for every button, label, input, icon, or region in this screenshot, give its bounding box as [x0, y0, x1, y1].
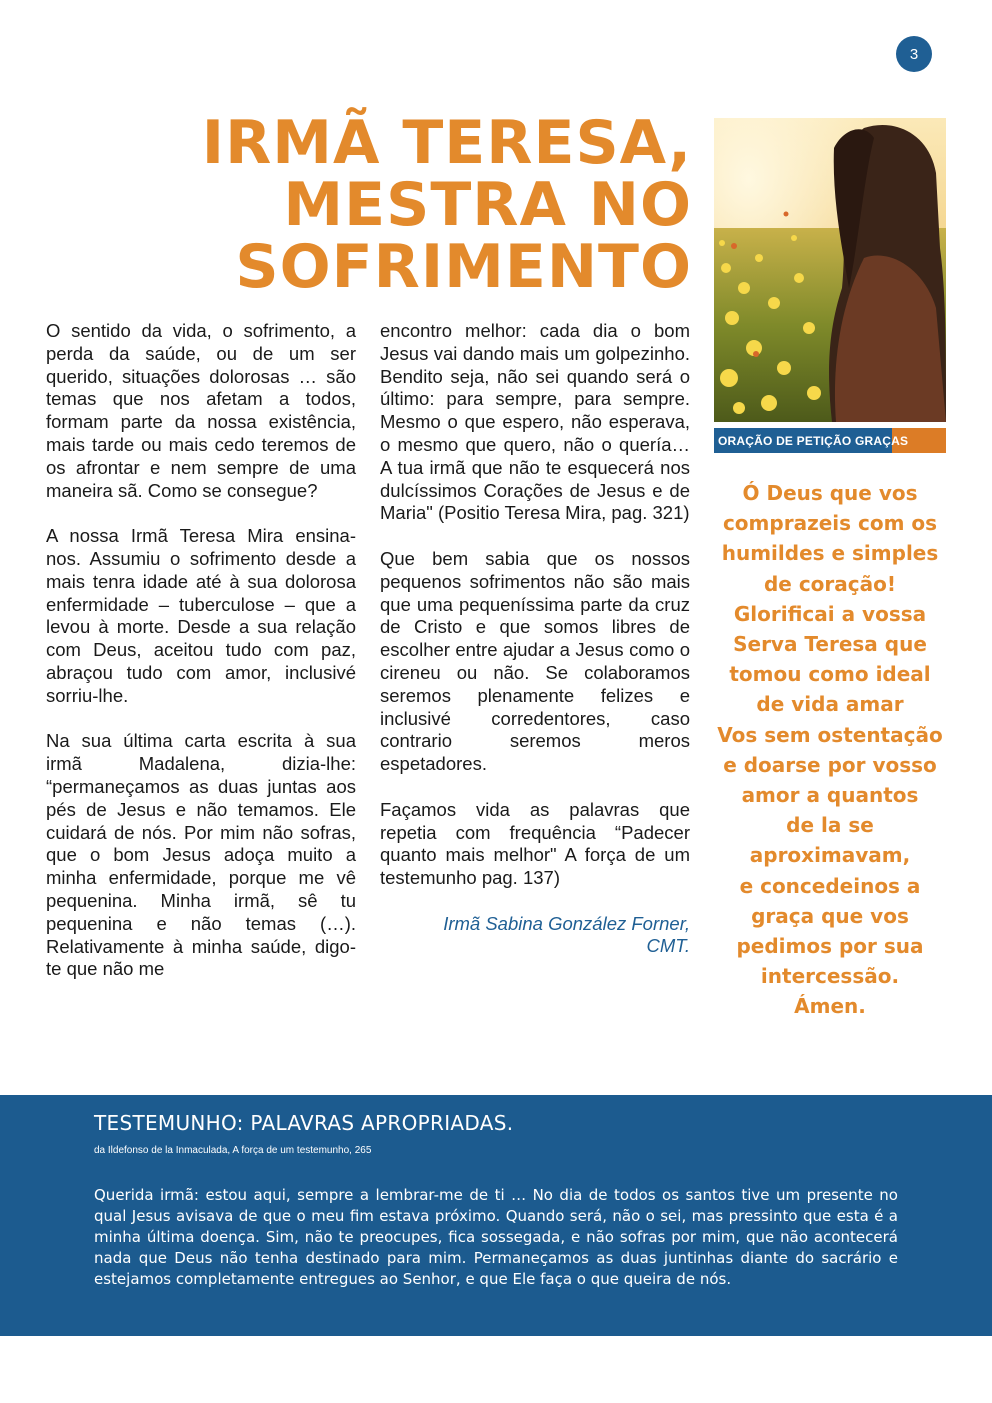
prayer-line: de coração! [763, 571, 896, 596]
page-number-badge: 3 [896, 36, 932, 72]
prayer-line: amor a quantos [741, 783, 919, 808]
prayer-text [714, 478, 946, 1022]
testimony-body: Querida irmã: estou aqui, sempre a lembrar-me de ti … No dia de todos os santos tive um presente no qual Jesus avisava de que o meu fim estava próximo. Quando será, não o sei, mas pressinto que esta é a minha última doença. Sim, não te preocupes, fica sossegada, e não sofras por mim, que não acontecerá nada que Deus não tenha destinado para mim. Permaneçamos as duas juntinhas diante do sacrário e estejamos completamente entregues ao Senhor, e que Ele faça o que queira de nós. [94, 1186, 898, 1288]
prayer-line: Ámen. [794, 994, 866, 1019]
nun-in-flower-field-photo [714, 118, 946, 422]
title-line: SOFRIMENTO [235, 232, 692, 302]
prayer-line: graça que vos [751, 903, 909, 928]
article-column-1 [46, 320, 356, 1004]
prayer-line: intercessão. [760, 964, 900, 989]
paragraph: encontro melhor: cada dia o bom Jesus vai dando mais um golpezinho. Bendito seja, não sei quando será o último: para sempre, para sempre. Mesmo o que espero, não esperava, o mesmo que quero, não o quería… A tua irmã que não te esquecerá nos dulcíssimos Corações de Jesus e de Maria" (Positio Teresa Mira, pag. 321) [380, 320, 690, 524]
author-signature: Irmã Sabina González Forner, CMT. [443, 912, 690, 956]
prayer-line: de la se [786, 813, 874, 838]
paragraph: O sentido da vida, o sofrimento, a perda da saúde, ou de um ser querido, situações dolorosas … são temas que nos afetam a todos, formam parte da nossa existência, mais tarde ou mais cedo teremos de os afrontar e nem sempre de uma maneira sã. Como se consegue? [46, 320, 356, 501]
paragraph: Façamos vida as palavras que repetia com frequência “Padecer quanto mais melhor" A força de um testemunho pag. 137) [380, 798, 690, 889]
caption-blue-tab [714, 428, 909, 453]
prayer-line: pedimos por sua [736, 934, 924, 959]
prayer-line: Ó Deus que vos [742, 481, 918, 505]
photo-illustration [714, 118, 946, 422]
prayer-line: humildes e simples [721, 541, 939, 566]
testimony-title: TESTEMUNHO: PALAVRAS APROPRIADAS. [94, 1111, 514, 1135]
paragraph: A nossa Irmã Teresa Mira ensina-nos. Assumiu o sofrimento desde a mais tenra idade até à sua dolorosa enfermidade – tuberculose – que a levou à morte. Desde a sua relação com Deus, aceitou tudo com paz, abraçou tudo com amor, inclusivé sorriu-lhe. [46, 525, 356, 706]
article-title [201, 108, 692, 302]
paragraph: Que bem sabia que os nossos pequenos sofrimentos não são mais que uma pequeníssima parte da cruz de Cristo e que somos libres de escolher entre ajudar a Jesus como o cireneu ou não. Se colaboramos seremos plenamente felizes e inclusivé corredentores, caso contrario seremos meros espetadores. [380, 547, 690, 775]
prayer-line: Vos sem ostentação [717, 722, 943, 747]
prayer-line: e doarse por vosso [723, 752, 937, 777]
prayer-line: tomou como ideal [729, 662, 931, 687]
testimony-box [0, 1095, 992, 1336]
prayer-line: de vida amar [756, 692, 904, 717]
prayer-line: aproximavam, [749, 843, 911, 868]
prayer-caption: ORAÇÃO DE PETIÇÃO GRAÇAS [718, 433, 909, 448]
prayer-line: e concedeinos a [739, 873, 921, 898]
title-line: MESTRA NO [283, 170, 692, 240]
testimony-source: da Ildefonso de la Inmaculada, A força de um testemunho, 265 [94, 1145, 372, 1156]
title-line: IRMÃ TERESA, [201, 108, 692, 178]
paragraph: Na sua última carta escrita à sua irmã Madalena, dizia-lhe: “permaneçamos as duas juntas aos pés de Jesus e não temamos. Ele cuidará de nós. Por mim não sofras, que o bom Jesus adoça muito a minha enfermidade, porque me vê pequenina. Minha irmã, sê tu pequenina e não temas (…). Relativamente à minha saúde, digo-te que não me [46, 730, 356, 980]
prayer-line: Serva Teresa que [733, 632, 927, 657]
article-column-2 [380, 320, 690, 980]
prayer-line: comprazeis com os [722, 511, 938, 536]
prayer-caption-bar [714, 428, 946, 453]
prayer-line: Glorificai a vossa [733, 601, 927, 626]
